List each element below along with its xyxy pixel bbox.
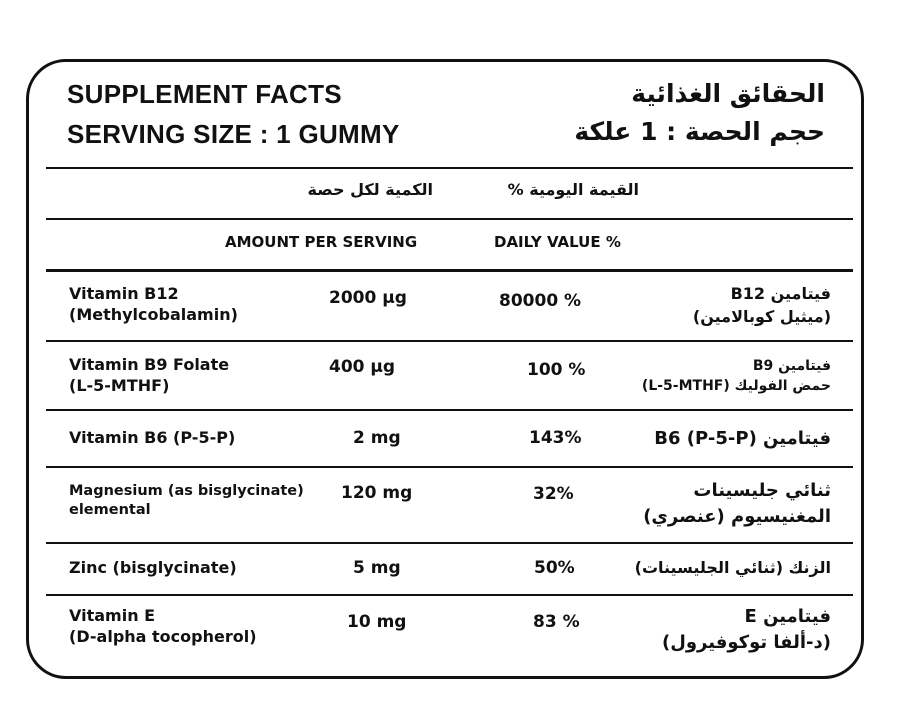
nutrient-name-ar-line2: (ميثيل كوبالامين) bbox=[692, 307, 831, 327]
supplement-facts-panel bbox=[26, 59, 864, 679]
nutrient-name-line1: Vitamin B9 Folate bbox=[69, 355, 230, 374]
nutrient-name-ar bbox=[635, 556, 831, 579]
table-row-magnesium bbox=[29, 470, 861, 536]
table-row-vitamin-b9 bbox=[29, 344, 861, 404]
daily-value: 32% bbox=[533, 484, 574, 504]
nutrient-name-line2: elemental bbox=[69, 501, 151, 518]
nutrient-name-line1: Vitamin E bbox=[69, 606, 156, 625]
amount-value: 2 mg bbox=[353, 428, 401, 448]
nutrient-name-line2: (L-5-MTHF) bbox=[69, 375, 170, 395]
serving-size-en: SERVING SIZE : 1 GUMMY bbox=[67, 119, 400, 149]
divider-header bbox=[46, 167, 853, 169]
amount-value: 2000 µg bbox=[329, 288, 407, 308]
table-row-vitamin-e bbox=[29, 598, 861, 668]
serving-size-ar: حجم الحصة : 1 علكة bbox=[574, 117, 825, 146]
row-divider bbox=[46, 466, 853, 468]
column-amount-en: AMOUNT PER SERVING bbox=[225, 233, 418, 251]
nutrient-name bbox=[69, 606, 257, 648]
nutrient-name-ar bbox=[654, 426, 831, 452]
amount-value: 5 mg bbox=[353, 558, 401, 578]
amount-value: 120 mg bbox=[341, 483, 413, 503]
nutrient-name-ar bbox=[643, 478, 831, 530]
nutrient-name bbox=[69, 482, 304, 520]
column-dv-en: DAILY VALUE % bbox=[494, 233, 621, 251]
nutrient-name-line1: Vitamin B6 (P-5-P) bbox=[69, 428, 236, 447]
nutrient-name bbox=[69, 355, 229, 397]
nutrient-name-ar-line2: (د-ألفا توكوفيرول) bbox=[661, 632, 831, 654]
daily-value: 80000 % bbox=[499, 291, 582, 311]
nutrient-name-ar-line1: فيتامين B9 bbox=[752, 358, 831, 374]
row-divider bbox=[46, 409, 853, 411]
nutrient-name-ar-line2: حمض الفوليك (L-5-MTHF) bbox=[641, 378, 831, 395]
divider-column-ar bbox=[46, 218, 853, 220]
nutrient-name-line1: Magnesium (as bisglycinate) bbox=[69, 483, 304, 499]
nutrient-name-ar-line2: المغنيسيوم (عنصري) bbox=[643, 506, 831, 528]
nutrient-name-line2: (Methylcobalamin) bbox=[69, 304, 238, 324]
nutrient-name-ar-line1: فيتامين (B6 (P-5-P bbox=[654, 428, 831, 449]
nutrient-name-ar-line1: فيتامين E bbox=[744, 606, 831, 627]
title-ar: الحقائق الغذائية bbox=[631, 79, 825, 108]
daily-value: 83 % bbox=[533, 612, 580, 632]
nutrient-name-line1: Zinc (bisglycinate) bbox=[69, 558, 237, 577]
column-amount-ar: الكمية لكل حصة bbox=[307, 180, 433, 199]
divider-column-en bbox=[46, 269, 853, 272]
nutrient-name-ar-line1: فيتامين B12 bbox=[730, 284, 831, 303]
amount-value: 400 µg bbox=[329, 357, 396, 377]
nutrient-name-ar-line1: ثنائي جليسينات bbox=[693, 480, 831, 501]
table-row-zinc bbox=[29, 546, 861, 596]
nutrient-name-line1: Vitamin B12 bbox=[69, 284, 179, 303]
row-divider bbox=[46, 340, 853, 342]
nutrient-name-ar bbox=[693, 282, 831, 328]
nutrient-name bbox=[69, 428, 235, 449]
nutrient-name-ar-line1: الزنك (ثنائي الجليسينات) bbox=[634, 558, 831, 577]
amount-value: 10 mg bbox=[347, 612, 407, 632]
nutrient-name-ar bbox=[642, 356, 831, 397]
nutrient-name-ar bbox=[662, 604, 831, 656]
table-row-vitamin-b6 bbox=[29, 413, 861, 465]
nutrient-name bbox=[69, 558, 237, 579]
column-dv-ar: القيمة اليومية % bbox=[507, 180, 639, 199]
row-divider bbox=[46, 542, 853, 544]
daily-value: 143% bbox=[529, 428, 582, 448]
nutrient-name bbox=[69, 284, 238, 326]
daily-value: 100 % bbox=[527, 360, 586, 380]
row-divider bbox=[46, 594, 853, 596]
title-en: SUPPLEMENT FACTS bbox=[67, 79, 342, 109]
table-row-vitamin-b12 bbox=[29, 274, 861, 334]
nutrient-name-line2: (D-alpha tocopherol) bbox=[69, 626, 257, 646]
daily-value: 50% bbox=[534, 558, 575, 578]
